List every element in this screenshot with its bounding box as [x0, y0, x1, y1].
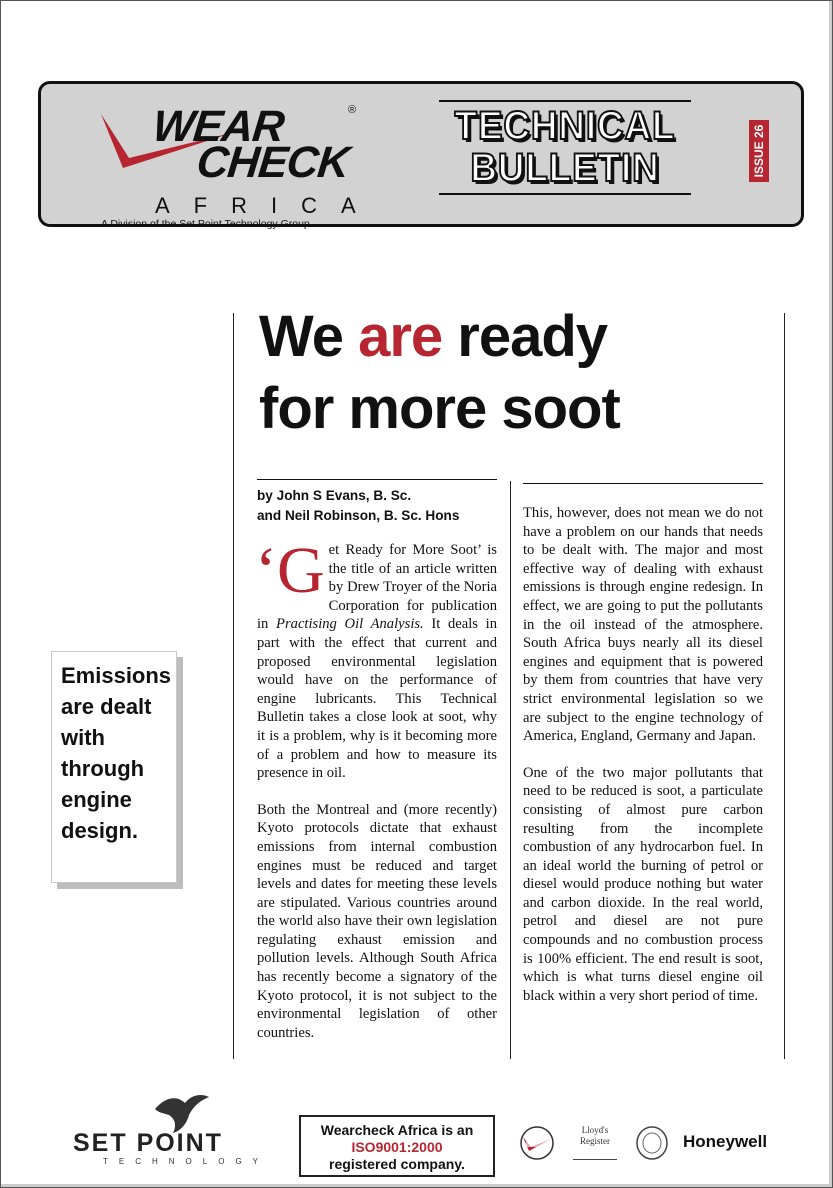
- headline-pre: We: [259, 304, 359, 369]
- set-point-sub: TECHNOLOGY: [103, 1157, 270, 1166]
- headline-line1: [259, 301, 779, 373]
- iso-certification-box: [299, 1115, 495, 1177]
- title-rule-top: [439, 100, 691, 102]
- header-banner: [38, 81, 804, 230]
- paragraph-1-text-a: et Ready for More Soot’ is the title of an article written by Drew Troyer of the Noria Corporation for publication in: [257, 542, 497, 633]
- paragraph-1: [255, 534, 498, 783]
- title-bulletin: BULLETIN: [470, 146, 660, 190]
- logo-africa-text: AFRICA: [155, 193, 380, 218]
- headline-highlight: are: [358, 304, 443, 369]
- registered-mark: ®: [348, 104, 357, 116]
- publication-title: Practising Oil Analysis.: [276, 616, 424, 633]
- issue-badge: [749, 120, 769, 182]
- paragraph-4: One of the two major pollutants that need to be reduced is soot, a particulate consisting of almost pure carbon resulting from the incomplete combustion of any hydrocarbon fuel. In an ideal world the burning of petrol or diesel would produce nothing but water and carbon dioxide. In the real world, petrol and diesel are not pure compounds and no combustion process is 100% efficient. The end result is soot, which is what turns diesel engine oil black within a very short period of time.: [523, 764, 763, 1004]
- logo-check-text: CHECK: [194, 138, 352, 187]
- iso-line-3: registered company.: [329, 1156, 465, 1172]
- issue-number: ISSUE 26: [752, 124, 766, 178]
- right-frame-rule: [784, 313, 785, 1059]
- paragraph-2: Both the Montreal and (more recently) Kyoto protocols dictate that exhaust emissions from internal combustion engines must be reduced and target levels and dates for meeting these levels are stipulated. Various countries around the world also have their own legislation regulating exhaust emission and pollution levels. Although South Africa has recently become a signatory of the Kyoto protocol, it is not subject to the environmental legislation of other countries.: [257, 801, 497, 1041]
- headline-line2: for more soot: [259, 376, 620, 441]
- byline-author-2: and Neil Robinson, B. Sc. Hons: [257, 508, 460, 523]
- title-rule-bottom: [439, 193, 691, 195]
- wearcheck-mini-logo-icon: [517, 1125, 557, 1161]
- logo-wear-text: WEAR: [150, 102, 287, 151]
- pull-quote-text: Emissions are dealt with through engine design.: [61, 663, 172, 843]
- iso-standard: ISO9001:2000: [351, 1139, 443, 1155]
- headline: [259, 301, 779, 445]
- set-point-logo: [73, 1091, 283, 1171]
- drop-cap: ‘G: [255, 534, 325, 607]
- article-column-2: [523, 483, 763, 1023]
- lloyds-register-logo: Lloyd's Register: [573, 1125, 617, 1160]
- honeywell-logo: Honeywell: [683, 1132, 768, 1151]
- technical-bulletin-title: [439, 100, 691, 198]
- logo-division-text: A Division of the Set Point Technology Group: [101, 218, 310, 230]
- wearcheck-africa-logo: [99, 92, 380, 292]
- set-point-name: SET POINT: [73, 1129, 223, 1157]
- column-divider: [510, 481, 511, 1059]
- certification-seal-icon: [635, 1125, 669, 1161]
- left-frame-rule: [233, 313, 234, 1059]
- headline-post: ready: [442, 304, 608, 369]
- byline: [257, 479, 497, 526]
- title-technical: TECHNICAL: [454, 104, 676, 148]
- paragraph-3: This, however, does not mean we do not have a problem on our hands that needs to be dealt with. The major and most effective way of dealing with exhaust emissions is through engine redesign. In effect, we are going to put the pollutants in the oil instead of the atmosphere. South Africa buys nearly all its diesel engines and equipment that is powered by them from countries that have very strict environmental legislation so we are subject to the engine technology of America, England, Germany and Japan.: [523, 505, 763, 745]
- iso-line-1: Wearcheck Africa is an: [320, 1122, 474, 1138]
- byline-author-1: by John S Evans, B. Sc.: [257, 488, 412, 503]
- article-column-1: [255, 534, 498, 1060]
- paragraph-1-text-b: It deals in part with the effect that current and proposed environmental legislation would have on the performance of engine lubricants. This Technical Bulletin takes a close look at soot, why it is a problem, why is it becoming more of a problem and how to measure its presence in oil.: [257, 616, 498, 782]
- pull-quote-box: [51, 651, 177, 883]
